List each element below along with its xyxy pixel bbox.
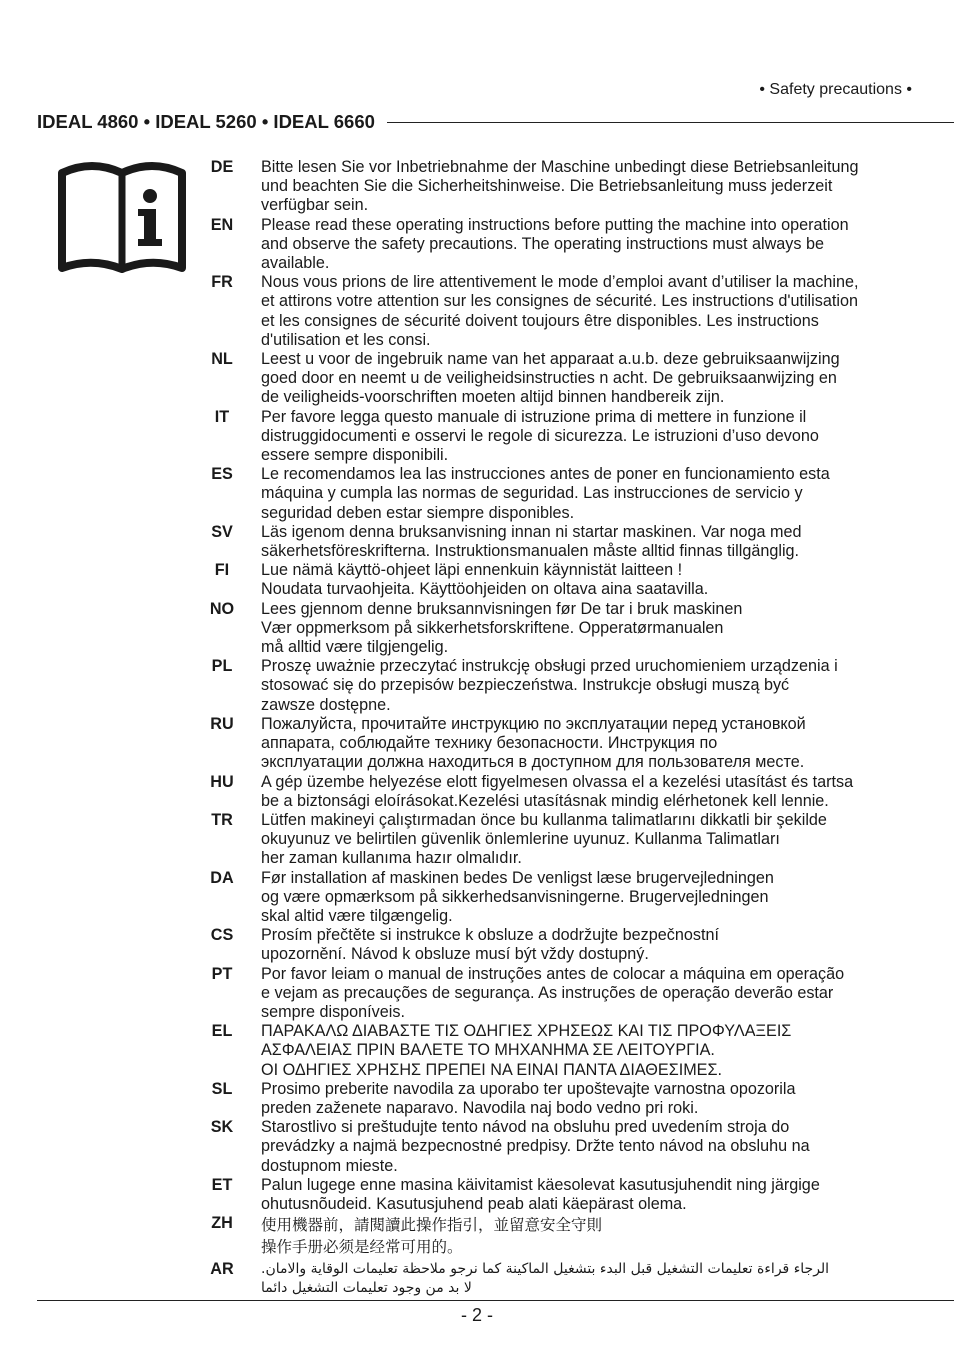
language-text: Per favore legga questo manuale di istruzione prima di mettere in funzione il distruggidocumenti e osservi le regole di sicurezza. Le istruzioni d’uso devono essere sempre disponibili.	[261, 407, 819, 465]
language-code: SV	[211, 522, 233, 541]
language-text: Пожалуйста, прочитайте инструкцию по эксплуатации перед установкой аппарата, соблюдайте технику безопасности. Инструкция по эксплуатации должна находиться в доступном для пользователя месте.	[261, 714, 806, 772]
header-divider	[387, 122, 954, 123]
language-text: Lue nämä käyttö-ohjeet läpi ennenkuin käynnistät laitteen ! Noudata turvaohjeita. Käyttöohjeiden on oltava aina saatavilla.	[261, 561, 709, 599]
language-text: Lees gjennom denne bruksannvisningen før De tar i bruk maskinen Vær oppmerksom på sikkerhetsforskriftene. Opperatørmanualen må alltid være tilgjengelig.	[261, 599, 743, 657]
language-entry-en	[205, 216, 930, 274]
info-manual-icon	[57, 158, 187, 274]
language-entry-sl	[205, 1080, 930, 1118]
language-code: RU	[210, 714, 234, 733]
language-code: ET	[211, 1175, 233, 1194]
model-names: IDEAL 4860 • IDEAL 5260 • IDEAL 6660	[37, 111, 375, 132]
language-entry-de	[205, 158, 930, 216]
language-text: Prosimo preberite navodila za uporabo ter upoštevajte varnostna opozorila preden zaženete naparavo. Navodila naj bodo vedno pri roki.	[261, 1079, 796, 1117]
language-text: Palun lugege enne masina käivitamist käesolevat kasutusjuhendit ning järgige ohutusnõudeid. Kasutusjuhend peab alati käepärast olema.	[261, 1175, 820, 1213]
language-code: CS	[210, 926, 234, 945]
language-code: ES	[211, 465, 233, 484]
language-text: Bitte lesen Sie vor Inbetriebnahme der Maschine unbedingt diese Betriebsanleitung und beachten Sie die Sicherheitshinweise. Die Betriebsanleitung muss jederzeit verfügbar sein.	[261, 158, 859, 215]
language-code: PL	[211, 657, 233, 676]
language-entry-da	[205, 869, 930, 927]
language-entry-fi	[205, 561, 930, 599]
arabic-line: لا بد من وجود تعليمات التشغيل دائما	[261, 1280, 472, 1297]
language-text	[261, 1260, 930, 1298]
language-text: Nous vous prions de lire attentivement le mode d’emploi avant d’utiliser la machine, et attirons votre attention sur les consignes de sécurité. Les instructions d'utilisation et les consignes de sécurité doivent toujours être disponibles. Les instructions d'utilisation et les consi.	[261, 273, 859, 349]
language-text: Leest u voor de ingebruik name van het apparaat a.u.b. deze gebruiksaanwijzing goed door en neemt u de veiligheidsinstructies n acht. De gebruiksaanwijzing en de veiligheids-voorschriften moeten altijd binnen handbereik zijn.	[261, 350, 840, 407]
language-entry-fr	[205, 273, 930, 350]
language-entry-ru	[205, 715, 930, 773]
language-code: HU	[210, 772, 234, 791]
language-entry-hu	[205, 773, 930, 811]
language-code: FI	[214, 561, 230, 580]
language-text: Før installation af maskinen bedes De venligst læse brugervejledningen og være opmærksom på sikkerhedsanvisningerne. Brugervejledningen skal altid være tilgængelig.	[261, 868, 774, 925]
language-code: FR	[211, 273, 233, 292]
language-code: DA	[210, 868, 234, 887]
language-text: Starostlivo si preštudujte tento návod na obsluhu pred uvedením stroja do prevádzky a najmä bezpecnostné predpisy. Držte tento návod na obsluhu na dostupnom mieste.	[261, 1118, 810, 1175]
language-code: IT	[214, 407, 230, 426]
language-code: EN	[210, 215, 234, 234]
language-code: AR	[210, 1260, 234, 1279]
language-text: Please read these operating instructions before putting the machine into operation and observe the safety precautions. The operating instructions must always be available.	[261, 215, 849, 273]
language-entry-sv	[205, 523, 930, 561]
document-header	[37, 111, 954, 133]
arabic-line: الرجاء قراءة تعليمات التشغيل قبل البدء بتشغيل الماكينة كما نرجو ملاحظة تعليمات الوقاية والامان.	[261, 1261, 830, 1278]
language-entry-zh	[205, 1214, 930, 1258]
section-label: • Safety precautions •	[759, 81, 912, 98]
language-code: DE	[210, 158, 234, 176]
language-code: EL	[211, 1022, 233, 1041]
language-code: SL	[211, 1079, 233, 1098]
language-entry-cs	[205, 926, 930, 964]
language-entry-et	[205, 1176, 930, 1214]
language-text: Le recomendamos lea las instrucciones antes de poner en funcionamiento esta máquina y cumpla las normas de seguridad. Las instrucciones de servicio y seguridad deben estar siempre disponibles.	[261, 465, 830, 522]
language-text: Lütfen makineyi çalıştırmadan önce bu kullanma talimatlarını dikkatli bir şekilde okuyunuz ve belirtilen güvenlik önlemlerine uyunuz. Kullanma Talimatları her zaman kullanıma hazır olmalıdır.	[261, 810, 827, 868]
language-entry-es	[205, 465, 930, 523]
language-text: Prosím přečtěte si instrukce k obsluze a dodržujte bezpečnostní upozornění. Návod k obsluze musí být vždy dostupný.	[261, 926, 719, 964]
language-text: A gép üzembe helyezése elott figyelmesen olvassa el a kezelési utasítást és tartsa be a biztonsági eloírásokat.Kezelési utasításnak mindig elérhetonek kell lennie.	[261, 772, 854, 810]
language-entry-it	[205, 408, 930, 466]
footer-divider	[37, 1300, 954, 1301]
language-text: 使用機器前，請閱讀此操作指引，並留意安全守則 操作手册必须是经常可用的。	[261, 1216, 603, 1257]
language-entry-pl	[205, 657, 930, 715]
language-code: SK	[210, 1118, 234, 1137]
language-code: NL	[211, 350, 233, 369]
language-code: PT	[211, 964, 233, 983]
language-entries	[205, 158, 930, 1298]
language-entry-ar	[205, 1260, 930, 1298]
language-text: Läs igenom denna bruksanvisning innan ni startar maskinen. Var noga med säkerhetsföreskrifterna. Instruktionsmanualen måste alltid finnas tillgänglig.	[261, 522, 802, 561]
language-entry-tr	[205, 811, 930, 869]
language-entry-pt	[205, 965, 930, 1023]
language-text: Proszę uważnie przeczytać instrukcję obsługi przed uruchomieniem urządzenia i stosować się do przepisów bezpieczeństwa. Instrukcje obsługi muszą być zawsze dostępne.	[261, 657, 838, 714]
language-code: ZH	[211, 1214, 233, 1233]
language-text: Por favor leiam o manual de instruções antes de colocar a máquina em operação e vejam as precauções de segurança. As instruções de operação deverão estar sempre disponíveis.	[261, 964, 845, 1021]
language-entry-sk	[205, 1118, 930, 1176]
language-entry-no	[205, 600, 930, 658]
page-number: - 2 -	[460, 1305, 493, 1325]
language-entry-nl	[205, 350, 930, 408]
language-code: NO	[209, 599, 235, 618]
language-text: ΠΑΡΑΚΑΛΩ ΔΙΑΒΑΣΤΕ ΤΙΣ ΟΔΗΓΙΕΣ ΧΡΗΣΕΩΣ ΚΑΙ ΤΙΣ ΠΡΟΦΥΛΑΞΕΙΣ ΑΣΦΑΛΕΙΑΣ ΠΡΙΝ ΒΑΛΕΤΕ ΤΟ ΜΗΧΑΝΗΜΑ ΣΕ ΛΕΙΤΟΥΡΓΙΑ. ΟΙ ΟΔΗΓΙΕΣ ΧΡΗΣΗΣ ΠΡΕΠΕΙ ΝΑ ΕΙΝΑΙ ΠΑΝΤΑ ΔΙΑΘΕΣΙΜΕΣ.	[261, 1022, 792, 1079]
language-code: TR	[211, 810, 233, 829]
language-entry-el	[205, 1022, 930, 1080]
